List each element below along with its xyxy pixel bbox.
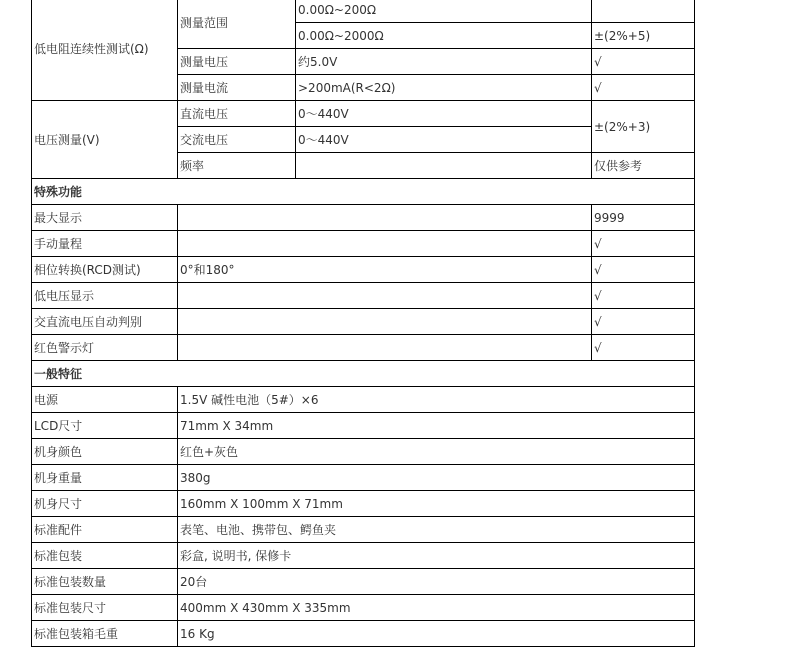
range1-value: 0.00Ω~200Ω bbox=[296, 0, 592, 23]
row-value: 20台 bbox=[178, 569, 695, 595]
row-value: 71mm X 34mm bbox=[178, 413, 695, 439]
table-row bbox=[32, 595, 695, 621]
row-label: 交直流电压自动判别 bbox=[32, 309, 178, 335]
row-label: 相位转换(RCD测试) bbox=[32, 257, 178, 283]
frequency-value bbox=[296, 153, 592, 179]
range-accuracy: ±(2%+5) bbox=[592, 23, 695, 49]
range-label: 测量范围 bbox=[178, 0, 296, 49]
row-value: 400mm X 430mm X 335mm bbox=[178, 595, 695, 621]
row-mark: √ bbox=[592, 283, 695, 309]
row-label: 红色警示灯 bbox=[32, 335, 178, 361]
table-row bbox=[32, 439, 695, 465]
row-label: 低电压显示 bbox=[32, 283, 178, 309]
row-value bbox=[178, 205, 592, 231]
ac-voltage-value: 0～440V bbox=[296, 127, 592, 153]
row-value bbox=[178, 231, 592, 257]
table-row bbox=[32, 543, 695, 569]
special-functions-title: 特殊功能 bbox=[32, 179, 695, 205]
table-row bbox=[32, 569, 695, 595]
row-label: 手动量程 bbox=[32, 231, 178, 257]
range1-accuracy bbox=[592, 0, 695, 23]
ac-voltage-label: 交流电压 bbox=[178, 127, 296, 153]
table-row bbox=[32, 0, 695, 23]
table-row bbox=[32, 309, 695, 335]
row-value: 16 Kg bbox=[178, 621, 695, 647]
table-row bbox=[32, 257, 695, 283]
section-row bbox=[32, 179, 695, 205]
row-value: 0°和180° bbox=[178, 257, 592, 283]
frequency-note: 仅供参考 bbox=[592, 153, 695, 179]
table-row bbox=[32, 231, 695, 257]
table-row bbox=[32, 465, 695, 491]
row-label: 标准包装箱毛重 bbox=[32, 621, 178, 647]
voltage-measure-label: 电压测量(V) bbox=[32, 101, 178, 179]
general-features-title: 一般特征 bbox=[32, 361, 695, 387]
row-label: 标准包装尺寸 bbox=[32, 595, 178, 621]
row-mark: √ bbox=[592, 309, 695, 335]
spec-table bbox=[31, 0, 695, 647]
row-label: 电源 bbox=[32, 387, 178, 413]
row-value: 表笔、电池、携带包、鳄鱼夹 bbox=[178, 517, 695, 543]
table-row bbox=[32, 517, 695, 543]
row-mark: √ bbox=[592, 335, 695, 361]
row-value: 红色+灰色 bbox=[178, 439, 695, 465]
row-mark: √ bbox=[592, 231, 695, 257]
test-current-value: >200mA(R<2Ω) bbox=[296, 75, 592, 101]
row-mark: √ bbox=[592, 257, 695, 283]
test-voltage-value: 约5.0V bbox=[296, 49, 592, 75]
row-value: 380g bbox=[178, 465, 695, 491]
row-label: 最大显示 bbox=[32, 205, 178, 231]
row-mark: 9999 bbox=[592, 205, 695, 231]
row-value bbox=[178, 283, 592, 309]
table-row bbox=[32, 387, 695, 413]
row-value bbox=[178, 309, 592, 335]
dc-voltage-value: 0～440V bbox=[296, 101, 592, 127]
test-voltage-label: 测量电压 bbox=[178, 49, 296, 75]
table-row bbox=[32, 101, 695, 127]
row-label: 机身颜色 bbox=[32, 439, 178, 465]
table-row bbox=[32, 413, 695, 439]
table-row bbox=[32, 283, 695, 309]
frequency-label: 频率 bbox=[178, 153, 296, 179]
dc-voltage-label: 直流电压 bbox=[178, 101, 296, 127]
row-label: LCD尺寸 bbox=[32, 413, 178, 439]
test-voltage-mark: √ bbox=[592, 49, 695, 75]
range2-value: 0.00Ω~2000Ω bbox=[296, 23, 592, 49]
table-row bbox=[32, 205, 695, 231]
row-value: 1.5V 碱性电池（5#）×6 bbox=[178, 387, 695, 413]
test-current-label: 测量电流 bbox=[178, 75, 296, 101]
voltage-accuracy: ±(2%+3) bbox=[592, 101, 695, 153]
table-row bbox=[32, 621, 695, 647]
table-row bbox=[32, 491, 695, 517]
section-row bbox=[32, 361, 695, 387]
row-value: 彩盒, 说明书, 保修卡 bbox=[178, 543, 695, 569]
row-label: 标准包装 bbox=[32, 543, 178, 569]
row-label: 标准包装数量 bbox=[32, 569, 178, 595]
table-row bbox=[32, 335, 695, 361]
row-label: 标准配件 bbox=[32, 517, 178, 543]
test-current-mark: √ bbox=[592, 75, 695, 101]
low-resistance-label: 低电阻连续性测试(Ω) bbox=[32, 0, 178, 101]
row-label: 机身尺寸 bbox=[32, 491, 178, 517]
row-value bbox=[178, 335, 592, 361]
row-label: 机身重量 bbox=[32, 465, 178, 491]
row-value: 160mm X 100mm X 71mm bbox=[178, 491, 695, 517]
